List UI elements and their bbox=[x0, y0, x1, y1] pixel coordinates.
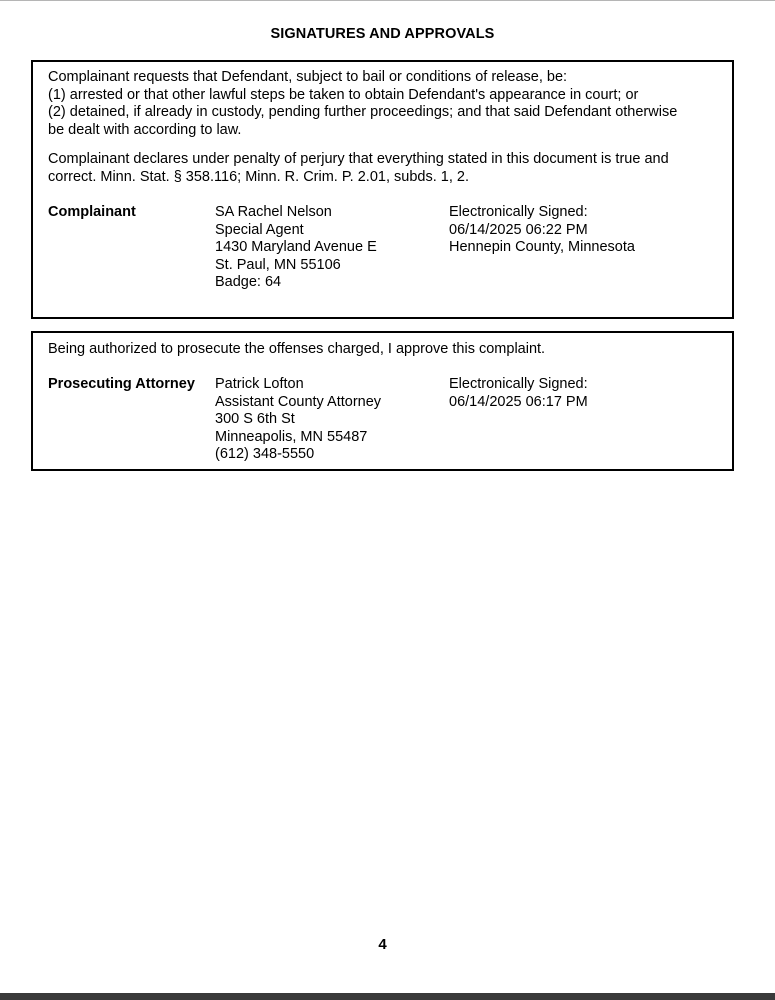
prosecutor-name: Patrick Lofton bbox=[215, 376, 304, 392]
complainant-badge: Badge: 64 bbox=[215, 274, 282, 290]
request-line: (2) detained, if already in custody, pending further proceedings; and that said Defendant otherwise bbox=[48, 104, 678, 120]
complainant-section bbox=[31, 60, 734, 319]
perjury-declaration-text bbox=[48, 151, 718, 186]
page-number: 4 bbox=[378, 936, 387, 953]
viewer-bottom-bar bbox=[0, 993, 775, 1000]
page-top-edge bbox=[0, 0, 775, 1]
signature-status: Electronically Signed: bbox=[449, 204, 588, 220]
prosecutor-approval-section bbox=[31, 331, 734, 471]
prosecutor-details bbox=[215, 376, 381, 464]
prosecutor-address-street: 300 S 6th St bbox=[215, 411, 295, 427]
page-title: SIGNATURES AND APPROVALS bbox=[270, 26, 495, 42]
complainant-name: SA Rachel Nelson bbox=[215, 204, 332, 220]
complainant-details bbox=[215, 204, 377, 292]
signature-status: Electronically Signed: bbox=[449, 376, 588, 392]
complainant-title: Special Agent bbox=[215, 221, 304, 238]
declaration-line: correct. Minn. Stat. § 358.116; Minn. R. Crim. P. 2.01, subds. 1, 2. bbox=[48, 168, 469, 185]
complainant-address-street: 1430 Maryland Avenue E bbox=[215, 239, 377, 255]
complainant-address-city: St. Paul, MN 55106 bbox=[215, 256, 341, 273]
complainant-signature bbox=[449, 204, 635, 257]
request-line: Complainant requests that Defendant, subject to bail or conditions of release, be: bbox=[48, 69, 568, 85]
prosecutor-phone: (612) 348-5550 bbox=[215, 446, 315, 462]
signature-location: Hennepin County, Minnesota bbox=[449, 239, 635, 255]
complainant-request-text bbox=[48, 69, 718, 139]
approval-statement bbox=[48, 341, 718, 359]
signature-timestamp: 06/14/2025 06:17 PM bbox=[449, 393, 588, 410]
prosecutor-address-city: Minneapolis, MN 55487 bbox=[215, 428, 368, 445]
prosecutor-title: Assistant County Attorney bbox=[215, 393, 382, 410]
approval-statement-line: Being authorized to prosecute the offenses charged, I approve this complaint. bbox=[48, 341, 546, 357]
complainant-label: Complainant bbox=[48, 204, 136, 220]
declaration-line: Complainant declares under penalty of perjury that everything stated in this document is true and bbox=[48, 151, 669, 167]
prosecutor-signature bbox=[449, 376, 588, 411]
prosecuting-attorney-label: Prosecuting Attorney bbox=[48, 376, 195, 392]
signature-timestamp: 06/14/2025 06:22 PM bbox=[449, 221, 588, 238]
request-line: (1) arrested or that other lawful steps be taken to obtain Defendant's appearance in court; or bbox=[48, 86, 639, 103]
request-line: be dealt with according to law. bbox=[48, 121, 242, 138]
